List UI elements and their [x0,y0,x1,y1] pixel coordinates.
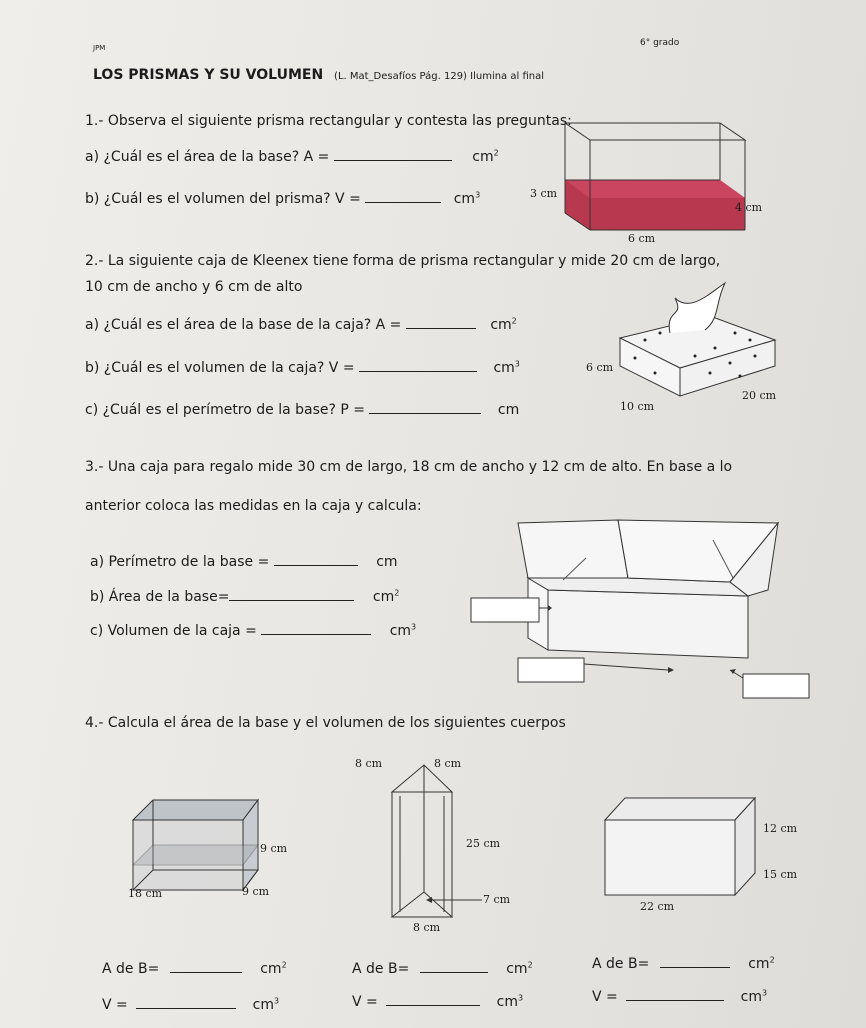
fig3-vol-unit: $cm^3$ [740,988,768,1005]
fig2-label-height: 25 cm [466,837,501,850]
q3-b-text: b) Área de la base= [90,589,230,605]
q3-c-text: c) Volumen de la caja = [90,623,262,639]
fig1-label-length: 18 cm [128,887,163,900]
q2-statement-1: 2.- La siguiente caja de Kleenex tiene forma de prisma rectangular y mide 20 cm de largo, [85,253,721,269]
q1-a-text: a) ¿Cuál es el área de la base? A = [85,149,334,165]
fig1-vol-label: V = [102,997,133,1013]
fig1-area-answer [102,960,287,977]
q2-b-text: b) ¿Cuál es el volumen de la caja? V = [85,360,359,376]
q1-a-answer-blank[interactable] [334,148,452,161]
fig1-label-height: 9 cm [260,842,288,855]
q3-a-text: a) Perímetro de la base = [90,554,274,570]
fig2-area-label: A de B= [352,961,410,977]
kleenex-box-figure [615,278,785,398]
q2-a-text: a) ¿Cuál es el área de la base de la caja? A = [85,317,406,333]
q2-c [85,401,519,418]
q1-b-unit: $cm^3$ [453,190,481,207]
q2-a-unit: $cm^2$ [490,316,517,333]
q4-statement: 4.- Calcula el área de la base y el volumen de los siguientes cuerpos [85,715,566,731]
q3-c-answer-blank[interactable] [261,622,371,635]
q3-a [90,553,398,570]
fig3-label-depth: 12 cm [763,822,798,835]
q1-label-depth: 4 cm [735,201,763,214]
q1-b [85,190,480,207]
fig3-area-answer [592,955,775,972]
fig1-area-unit: $cm^2$ [260,960,287,977]
fig3-label-height: 15 cm [763,868,798,881]
fig2-label-side: 7 cm [483,893,511,906]
q1-prism-figure [560,118,750,233]
q2-b [85,359,520,376]
q3-b [90,588,399,605]
q1-label-height: 3 cm [530,187,558,200]
q4-figure-3-prism [600,795,760,900]
fig1-label-depth: 9 cm [242,885,270,898]
page-title [93,67,544,83]
q1-b-answer-blank[interactable] [365,190,441,203]
kleenex-label-height: 6 cm [586,361,614,374]
fig2-label-base: 8 cm [413,921,441,934]
q2-c-answer-blank[interactable] [369,401,481,414]
q1-statement: 1.- Observa el siguiente prisma rectangular y contesta las preguntas: [85,113,572,129]
q3-c [90,622,416,639]
fig2-label-top-left: 8 cm [355,757,383,770]
q1-a-unit: $cm^2$ [472,148,499,165]
q1-label-length: 6 cm [628,232,656,245]
q2-c-unit: cm [497,402,520,418]
fig3-vol-blank[interactable] [626,988,724,1001]
q3-a-answer-blank[interactable] [274,553,358,566]
fig3-area-unit: $cm^2$ [748,955,775,972]
kleenex-label-length: 20 cm [742,389,777,402]
fig1-vol-unit: $cm^3$ [252,996,280,1013]
q3-statement-1: 3.- Una caja para regalo mide 30 cm de largo, 18 cm de ancho y 12 cm de alto. En base a lo [85,459,733,475]
initials-label: JPM [93,44,106,52]
q1-a [85,148,499,165]
fig2-area-blank[interactable] [420,960,488,973]
fig1-area-blank[interactable] [170,960,242,973]
q2-b-answer-blank[interactable] [359,359,477,372]
q4-figure-2-triangular-prism [382,762,472,922]
q3-a-unit: cm [376,554,398,570]
gift-box-figure [468,518,813,700]
fig2-vol-label: V = [352,994,383,1010]
fig3-label-length: 22 cm [640,900,675,913]
q2-a-answer-blank[interactable] [406,316,476,329]
fig2-area-unit: $cm^2$ [506,960,533,977]
page-title-main: LOS PRISMAS Y SU VOLUMEN [93,67,324,83]
fig2-area-answer [352,960,533,977]
fig3-vol-label: V = [592,989,623,1005]
fig2-label-top-right: 8 cm [434,757,462,770]
q2-a [85,316,517,333]
q2-c-text: c) ¿Cuál es el perímetro de la base? P = [85,402,370,418]
kleenex-label-width: 10 cm [620,400,655,413]
q2-b-unit: $cm^3$ [493,359,520,376]
fig1-volume-answer [102,996,279,1013]
q3-b-answer-blank[interactable] [229,588,354,601]
fig3-area-label: A de B= [592,956,650,972]
q3-statement-2: anterior coloca las medidas en la caja y calcula: [85,498,422,514]
q3-b-unit: $cm^2$ [372,588,400,605]
q2-statement-2: 10 cm de ancho y 6 cm de alto [85,279,303,295]
grade-label: 6° grado [640,38,680,48]
fig1-area-label: A de B= [102,961,160,977]
fig3-volume-answer [592,988,767,1005]
q1-b-text: b) ¿Cuál es el volumen del prisma? V = [85,191,366,207]
fig2-volume-answer [352,993,523,1010]
fig2-vol-blank[interactable] [386,993,480,1006]
fig3-area-blank[interactable] [660,955,730,968]
fig2-vol-unit: $cm^3$ [496,993,524,1010]
fig1-vol-blank[interactable] [136,996,236,1009]
page-title-sub: (L. Mat_Desafíos Pág. 129) Ilumina al final [334,71,544,82]
q3-c-unit: $cm^3$ [389,622,417,639]
